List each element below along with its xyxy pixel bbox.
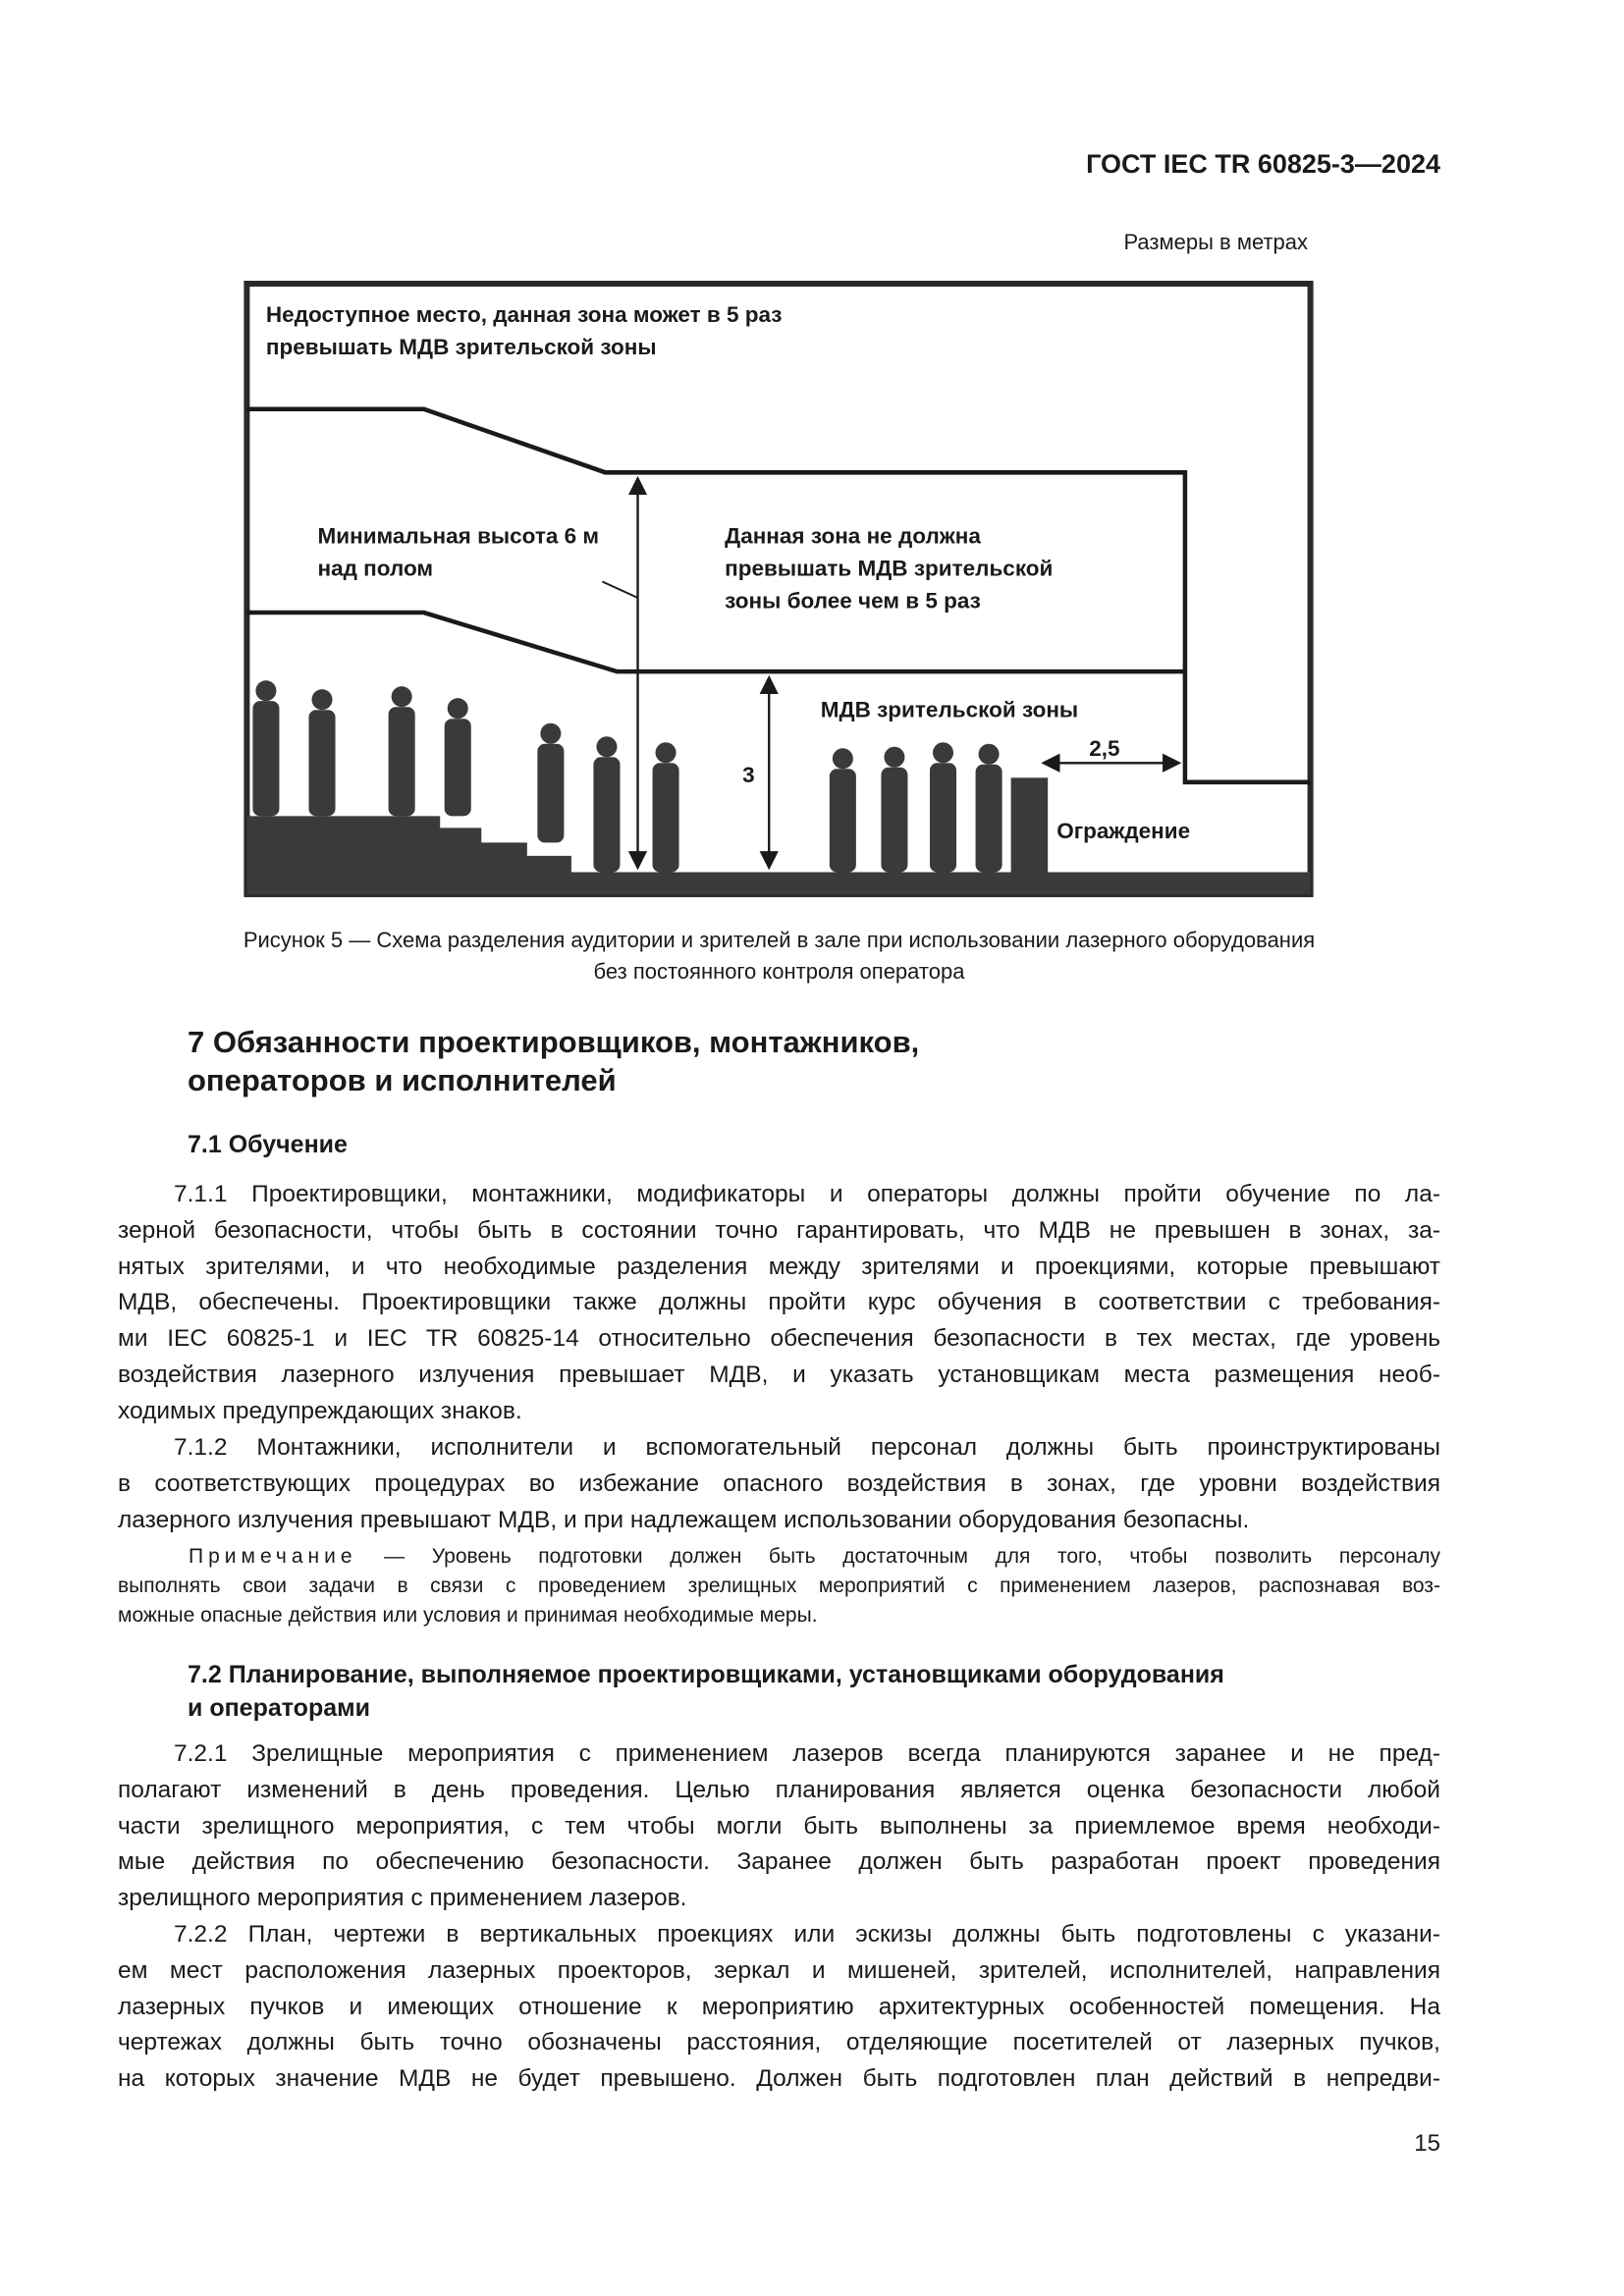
min-height-text-2: над полом — [317, 556, 434, 581]
height-3-label: 3 — [742, 762, 755, 787]
middle-zone-text-1: Данная зона не должна — [725, 523, 981, 549]
person-head — [311, 689, 332, 710]
text-line: ми IEC 60825-1 и IEC TR 60825-14 относительно обеспечения безопасности в тех местах, где уровень — [118, 1325, 1440, 1353]
note-text: — Уровень подготовки должен быть достаточным для того, чтобы позволить персоналу — [384, 1545, 1440, 1568]
section-7-2-heading — [188, 1658, 1224, 1725]
text-line: нятых зрителями, и что необходимые разделения между зрителями и проекциями, которые превышают — [118, 1253, 1440, 1280]
note-line: выполнять свои задачи в связи с проведением зрелищных мероприятий с применением лазеров, распознавая воз- — [118, 1575, 1440, 1597]
person-body — [445, 719, 471, 816]
figure-caption — [118, 925, 1440, 988]
text-line: мые действия по обеспечению безопасности. Заранее должен быть разработан проект проведения — [118, 1848, 1440, 1876]
person-head — [979, 744, 1000, 765]
text-line: 7.1.2 Монтажники, исполнители и вспомогательный персонал должны быть проинструктированы — [174, 1434, 1440, 1461]
document-code: ГОСТ IEC TR 60825-3—2024 — [1086, 149, 1440, 179]
barrier — [1011, 777, 1049, 875]
note-line — [118, 1542, 1440, 1572]
person-body — [976, 765, 1002, 873]
person-body — [252, 701, 279, 816]
caption-line: Рисунок 5 — Схема разделения аудитории и зрителей в зале при использовании лазерного оборудования — [243, 928, 1316, 952]
text-line: в соответствующих процедурах во избежание опасного воздействия в зонах, где уровни воздействия — [118, 1469, 1440, 1497]
dimensions-note: Размеры в метрах — [1123, 230, 1308, 254]
distance-label: 2,5 — [1089, 735, 1120, 761]
caption-line: без постоянного контроля оператора — [593, 959, 965, 984]
paragraph-7-2-1 — [118, 1736, 1440, 1917]
note-line: можные опасные действия или условия и принимая необходимые меры. — [118, 1604, 818, 1627]
person-body — [653, 763, 679, 872]
middle-zone-text-3: зоны более чем в 5 раз — [725, 588, 981, 614]
person-body — [308, 710, 335, 816]
note — [118, 1542, 1440, 1630]
text-line: 7.2.2 План, чертежи в вертикальных проекциях или эскизы должны быть подготовлены с указани- — [174, 1921, 1440, 1948]
text-line: 7.1.1 Проектировщики, монтажники, модификаторы и операторы должны пройти обучение по ла- — [174, 1181, 1440, 1207]
section-7-heading — [188, 1023, 919, 1099]
person-body — [830, 769, 856, 872]
heading-line: 7 Обязанности проектировщиков, монтажников, — [188, 1025, 920, 1059]
text-line: ем мест расположения лазерных проекторов, зеркал и мишеней, зрителей, исполнителей, направления — [118, 1956, 1440, 1984]
person-head — [448, 698, 468, 719]
person-head — [933, 742, 953, 763]
heading-line: операторов и исполнителей — [188, 1063, 617, 1097]
text-line: полагают изменений в день проведения. Целью планирования является оценка безопасности любой — [118, 1776, 1440, 1803]
text-line: части зрелищного мероприятия, с тем чтобы могли быть выполнены за приемлемое время необходи- — [118, 1812, 1440, 1840]
paragraph-7-1-2 — [118, 1430, 1440, 1538]
text-line: 7.2.1 Зрелищные мероприятия с применением лазеров всегда планируются заранее и не пред- — [174, 1740, 1440, 1767]
text-line: зерной безопасности, чтобы быть в состоянии точно гарантировать, что МДВ не превышен в зонах, за- — [118, 1216, 1440, 1244]
person-head — [884, 747, 904, 768]
paragraph-7-2-2 — [118, 1917, 1440, 2098]
hall-diagram — [244, 281, 1314, 897]
section-7-1-heading: 7.1 Обучение — [188, 1131, 348, 1158]
person-head — [656, 742, 677, 763]
text-line: лазерного излучения превышают МДВ, и при надлежащем использовании оборудования безопасны. — [118, 1506, 1250, 1533]
text-line: МДВ, обеспечены. Проектировщики также должны пройти курс обучения в соответствии с требования- — [118, 1289, 1440, 1316]
top-zone-text-1: Недоступное место, данная зона может в 5 раз — [265, 302, 783, 328]
person-head — [255, 680, 276, 701]
text-line: воздействия лазерного излучения превышает МДВ, и указать установщикам места размещения необ- — [118, 1361, 1440, 1388]
person-head — [833, 748, 853, 769]
heading-line: и операторами — [188, 1694, 370, 1722]
text-line: лазерных пучков и имеющих отношение к мероприятию архитектурных особенностей помещения. На — [118, 1993, 1440, 2020]
paragraph-7-1-1 — [118, 1177, 1440, 1430]
person-body — [537, 744, 564, 843]
text-line: на которых значение МДВ не будет превышено. Должен быть подготовлен план действий в непредви- — [118, 2065, 1440, 2093]
min-height-text-1: Минимальная высота 6 м — [317, 523, 600, 549]
heading-line: 7.2 Планирование, выполняемое проектировщиками, установщиками оборудования — [188, 1661, 1224, 1688]
person-body — [593, 757, 620, 872]
person-head — [540, 723, 561, 744]
person-body — [930, 763, 956, 872]
person-body — [881, 768, 907, 873]
text-line: чертежах должны быть точно обозначены расстояния, отделяющие посетителей от лазерных пучков, — [118, 2029, 1440, 2056]
person-head — [392, 686, 412, 707]
person-head — [596, 736, 617, 757]
top-zone-text-2: превышать МДВ зрительской зоны — [265, 335, 657, 360]
audience-zone-text: МДВ зрительской зоны — [820, 697, 1079, 722]
figure-5-diagram — [244, 281, 1314, 897]
middle-zone-text-2: превышать МДВ зрительской — [725, 556, 1054, 581]
barrier-label: Ограждение — [1056, 818, 1191, 843]
page-number: 15 — [1414, 2130, 1440, 2157]
text-line: ходимых предупреждающих знаков. — [118, 1397, 522, 1424]
text-line: зрелищного мероприятия с применением лазеров. — [118, 1885, 687, 1912]
person-body — [389, 707, 415, 816]
note-label: Примечание — [189, 1545, 357, 1568]
